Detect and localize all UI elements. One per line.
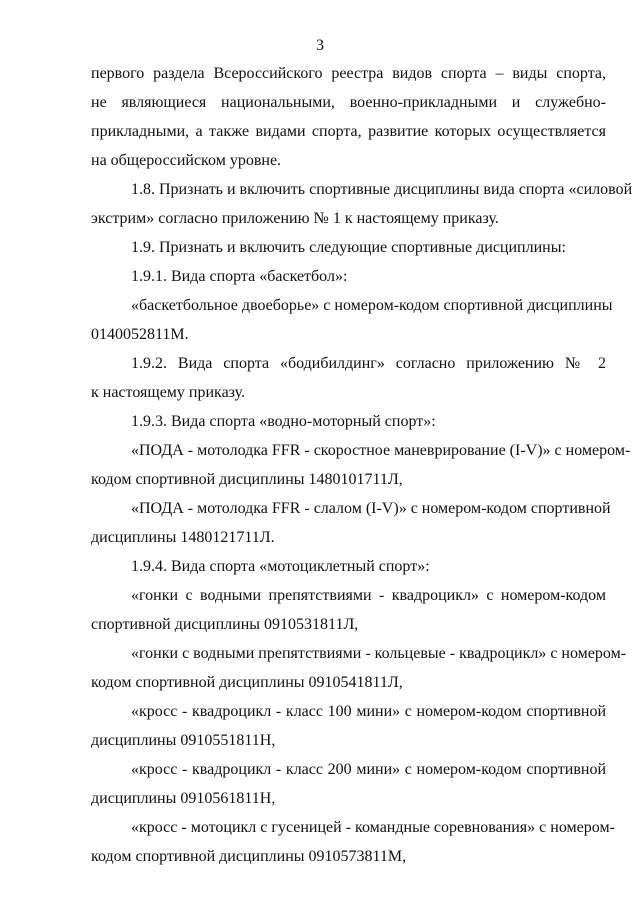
paragraph-1-9-3: 1.9.3. Вида спорта «водно-моторный спорт»: xyxy=(131,413,436,430)
paragraph-1-9-2: 1.9.2. Вида спорта «бодибилдинг» согласно приложению № 2 xyxy=(131,355,606,372)
text-line: первого раздела Всероссийского реестра видов спорта – виды спорта, xyxy=(91,65,606,82)
text-line: не являющиеся национальными, военно-прикладными и служебно- xyxy=(91,94,606,111)
text-line: кодом спортивной дисциплины 0910573811М, xyxy=(91,848,407,865)
text-line: дисциплины 1480121711Л. xyxy=(91,529,275,546)
paragraph-1-9: 1.9. Признать и включить следующие спортивные дисциплины: xyxy=(131,239,566,256)
text-line: «ПОДА - мотолодка FFR - слалом (I-V)» с номером-кодом спортивной xyxy=(131,500,611,517)
text-line: «кросс - мотоцикл с гусеницей - командные соревнования» с номером- xyxy=(131,819,615,836)
text-line: «кросс - квадроцикл - класс 100 мини» с номером-кодом спортивной xyxy=(131,703,606,720)
page-number: 3 xyxy=(316,37,324,54)
text-line: прикладными, а также видами спорта, развитие которых осуществляется xyxy=(91,123,606,140)
paragraph-1-8: 1.8. Признать и включить спортивные дисциплины вида спорта «силовой xyxy=(131,181,633,198)
text-line: дисциплины 0910551811Н, xyxy=(91,732,276,749)
text-line: «гонки с водными препятствиями - кольцевые - квадроцикл» с номером- xyxy=(131,645,627,662)
text-line: «гонки с водными препятствиями - квадроцикл» с номером-кодом xyxy=(131,587,606,604)
text-line: 0140052811М. xyxy=(91,326,189,343)
text-line: «баскетбольное двоеборье» с номером-кодом спортивной дисциплины xyxy=(131,297,613,314)
text-line: экстрим» согласно приложению № 1 к настоящему приказу. xyxy=(91,210,499,227)
text-line: «ПОДА - мотолодка FFR - скоростное маневрирование (I-V)» с номером- xyxy=(131,442,631,459)
paragraph-1-9-1: 1.9.1. Вида спорта «баскетбол»: xyxy=(131,268,348,285)
paragraph-1-9-4: 1.9.4. Вида спорта «мотоциклетный спорт»: xyxy=(131,558,430,575)
text-line: «кросс - квадроцикл - класс 200 мини» с номером-кодом спортивной xyxy=(131,761,606,778)
text-line: кодом спортивной дисциплины 0910541811Л, xyxy=(91,674,403,691)
text-line: к настоящему приказу. xyxy=(91,384,246,401)
text-line: на общероссийском уровне. xyxy=(91,152,282,169)
text-line: спортивной дисциплины 0910531811Л, xyxy=(91,616,359,633)
text-line: кодом спортивной дисциплины 1480101711Л, xyxy=(91,471,403,488)
text-line: дисциплины 0910561811Н, xyxy=(91,790,276,807)
